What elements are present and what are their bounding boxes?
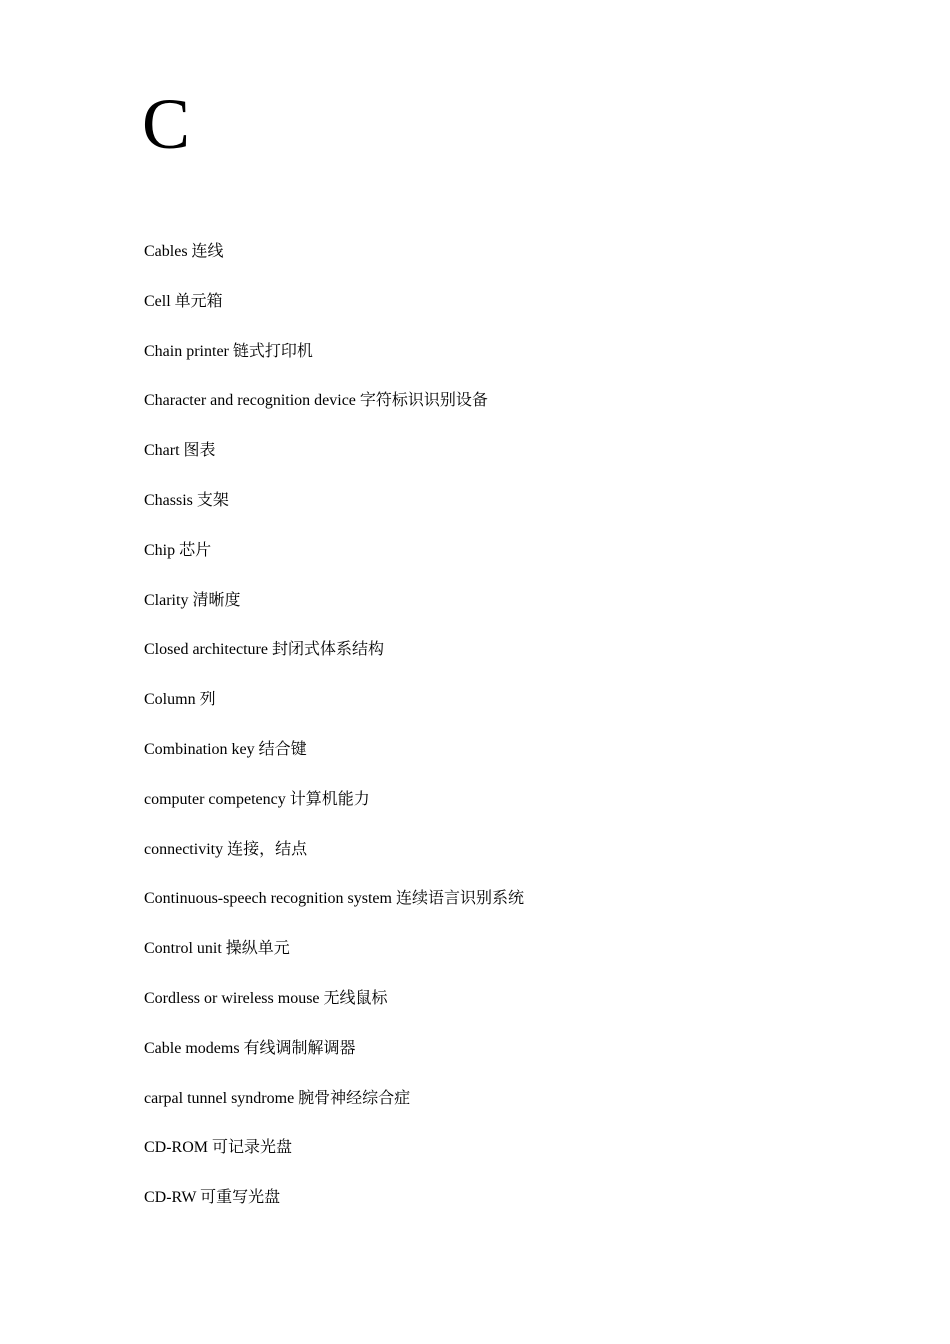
glossary-entry: Clarity 清晰度 bbox=[144, 591, 241, 609]
glossary-entry: Cable modems 有线调制解调器 bbox=[144, 1039, 356, 1057]
glossary-entry: CD-ROM 可记录光盘 bbox=[144, 1139, 293, 1157]
section-letter-heading: C bbox=[142, 84, 191, 164]
glossary-entry: computer competency 计算机能力 bbox=[144, 790, 370, 808]
glossary-entry-list bbox=[144, 242, 524, 1238]
glossary-entry: Chassis 支架 bbox=[144, 491, 229, 509]
glossary-entry: Cables 连线 bbox=[144, 243, 224, 260]
glossary-entry: connectivity 连接，结点 bbox=[144, 840, 308, 858]
glossary-entry: Chip 芯片 bbox=[144, 541, 212, 559]
glossary-entry: Cell 单元箱 bbox=[144, 292, 223, 310]
glossary-entry: Chart 图表 bbox=[144, 442, 216, 460]
glossary-entry: Closed architecture 封闭式体系结构 bbox=[144, 641, 384, 659]
glossary-entry: Chain printer 链式打印机 bbox=[144, 342, 313, 360]
glossary-entry: Column 列 bbox=[144, 691, 216, 709]
glossary-entry: carpal tunnel syndrome 腕骨神经综合症 bbox=[144, 1089, 411, 1107]
glossary-entry: CD-RW 可重写光盘 bbox=[144, 1189, 281, 1207]
glossary-entry: Combination key 结合键 bbox=[144, 740, 307, 758]
glossary-entry: Cordless or wireless mouse 无线鼠标 bbox=[144, 989, 388, 1007]
glossary-entry: Control unit 操纵单元 bbox=[144, 940, 290, 958]
glossary-entry: Continuous-speech recognition system 连续语言识别系统 bbox=[144, 890, 524, 908]
glossary-entry: Character and recognition device 字符标识识别设备 bbox=[144, 392, 488, 410]
